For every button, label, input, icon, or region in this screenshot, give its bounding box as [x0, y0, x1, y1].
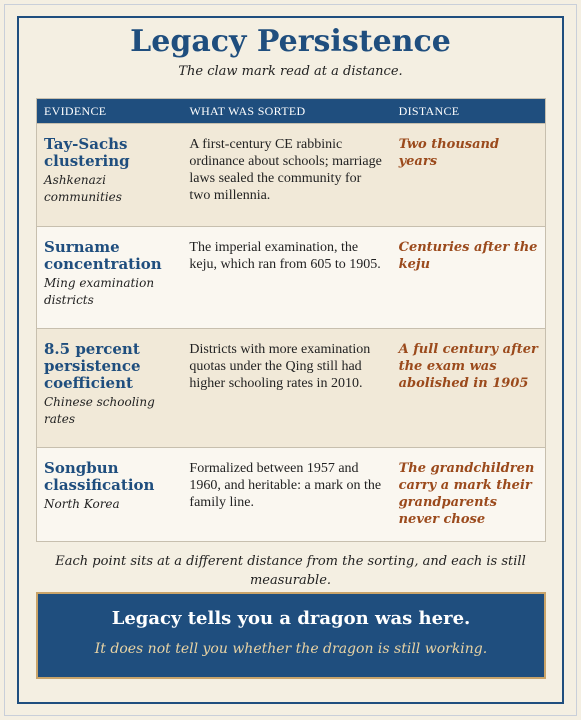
evidence-title: Tay-Sachs clustering [44, 135, 130, 170]
sorted-cell: A first-century CE rabbinic ordinance about schools; marriage laws sealed the community for two millennia. [189, 137, 382, 203]
column-header-what-was-sorted: WHAT WAS SORTED [189, 103, 306, 118]
column-header-distance: DISTANCE [398, 103, 460, 118]
evidence-context: Ashkenazi communities [44, 173, 122, 204]
table-row [37, 123, 545, 226]
evidence-cell [37, 239, 181, 309]
evidence-cell [37, 341, 181, 428]
evidence-table [36, 98, 546, 542]
summary-note: Each point sits at a different distance from the sorting, and each is still measurable. [55, 554, 526, 588]
page-title: Legacy Persistence [130, 24, 451, 59]
sorted-cell: The imperial examination, the keju, which ran from 605 to 1905. [189, 240, 381, 272]
callout-subline: It does not tell you whether the dragon is still working. [94, 641, 488, 657]
column-header-evidence: EVIDENCE [44, 103, 107, 118]
evidence-context: North Korea [44, 497, 120, 511]
sorted-cell: Formalized between 1957 and 1960, and heritable: a mark on the family line. [189, 461, 382, 510]
callout-headline: Legacy tells you a dragon was here. [111, 608, 471, 629]
sorted-cell: Districts with more examination quotas under the Qing still had higher schooling rates in 2010. [189, 342, 371, 391]
table-row [37, 226, 545, 328]
conclusion-callout [36, 592, 546, 679]
table-row [37, 447, 545, 541]
evidence-title: 8.5 percent persistence coefficient [44, 340, 141, 392]
evidence-title: Songbun classification [44, 459, 155, 494]
distance-cell: Centuries after the keju [398, 240, 538, 272]
page-subtitle: The claw mark read at a distance. [178, 64, 403, 79]
distance-cell: The grandchildren carry a mark their grandparents never chose [398, 461, 535, 527]
evidence-context: Chinese schooling rates [44, 395, 155, 426]
evidence-cell [37, 460, 181, 513]
evidence-title: Surname concentration [44, 238, 162, 273]
evidence-cell [37, 136, 181, 206]
evidence-context: Ming examination districts [44, 276, 155, 307]
distance-cell: A full century after the exam was abolished in 1905 [398, 342, 538, 391]
table-header [37, 99, 545, 123]
table-row [37, 328, 545, 447]
distance-cell: Two thousand years [398, 137, 500, 169]
